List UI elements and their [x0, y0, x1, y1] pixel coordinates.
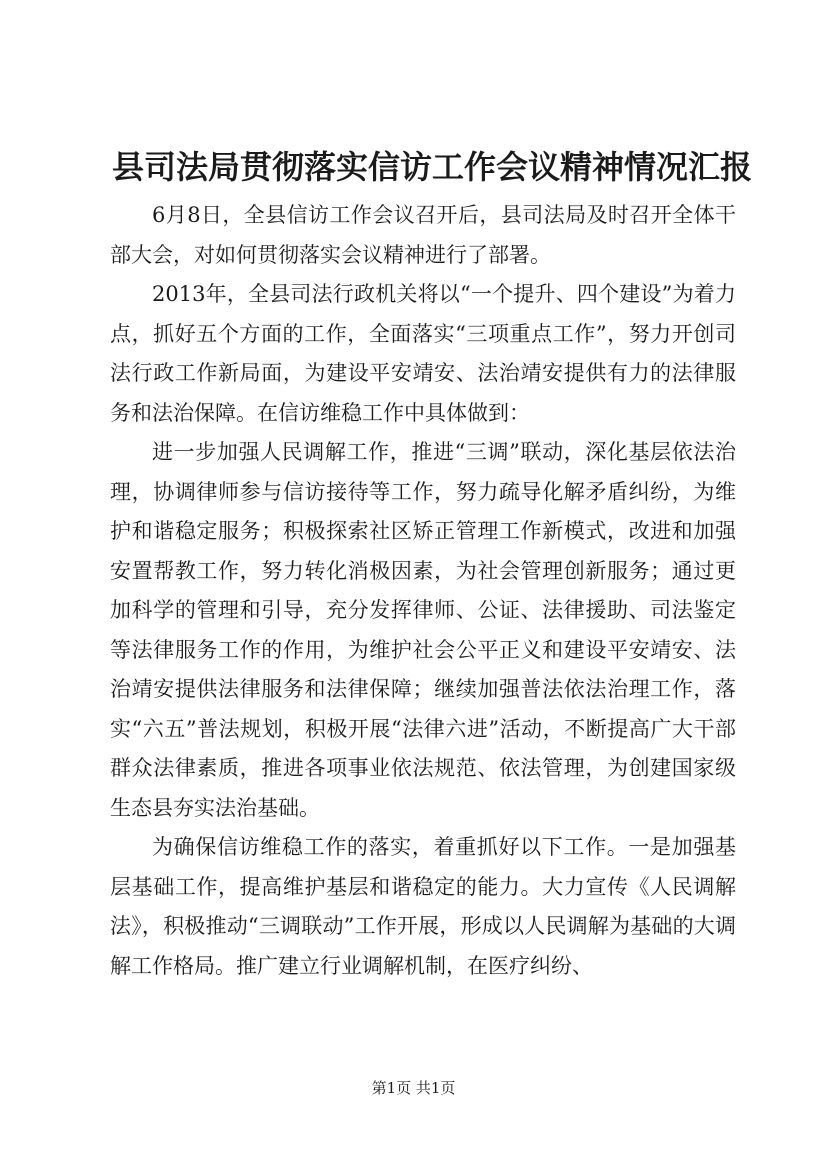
paragraph-2013-plan: 2013年，全县司法行政机关将以“一个提升、四个建设”为着力点，抓好五个方面的工作，全面落实“三项重点工作”，努力开创司法行政工作新局面，为建设平安靖安、法治靖安提供有力的法律服务和法治保障。在信访维稳工作中具体做到： [110, 282, 736, 425]
paragraph-specific-measures: 进一步加强人民调解工作，推进“三调”联动，深化基层依法治理，协调律师参与信访接待等工作，努力疏导化解矛盾纠纷，为维护和谐稳定服务；积极探索社区矫正管理工作新模式，改进和加强安置帮教工作，努力转化消极因素，为社会管理创新服务；通过更加科学的管理和引导，充分发挥律师、公证、法律援助、司法鉴定等法律服务工作的作用，为维护社会公平正义和建设平安靖安、法治靖安提供法律服务和法律保障；继续加强普法依法治理工作，落实“六五”普法规划，积极开展“法律六进”活动，不断提高广大干部群众法律素质，推进各项事业依法规范、依法管理，为创建国家级生态县夯实法治基础。 [110, 440, 736, 820]
document-title: 县司法局贯彻落实信访工作会议精神情况汇报 [112, 148, 753, 186]
document-body [110, 196, 736, 986]
paragraph-meeting-date: 6月8日，全县信访工作会议召开后，县司法局及时召开全体干部大会，对如何贯彻落实会议精神进行了部署。 [110, 203, 736, 267]
paragraph-key-work: 为确保信访维稳工作的落实，着重抓好以下工作。一是加强基层基础工作，提高维护基层和谐稳定的能力。大力宣传《人民调解法》，积极推动“三调联动”工作开展，形成以人民调解为基础的大调解工作格局。推广建立行业调解机制，在医疗纠纷、 [110, 835, 736, 978]
page-footer: 第1页 共1页 [371, 1079, 456, 1097]
